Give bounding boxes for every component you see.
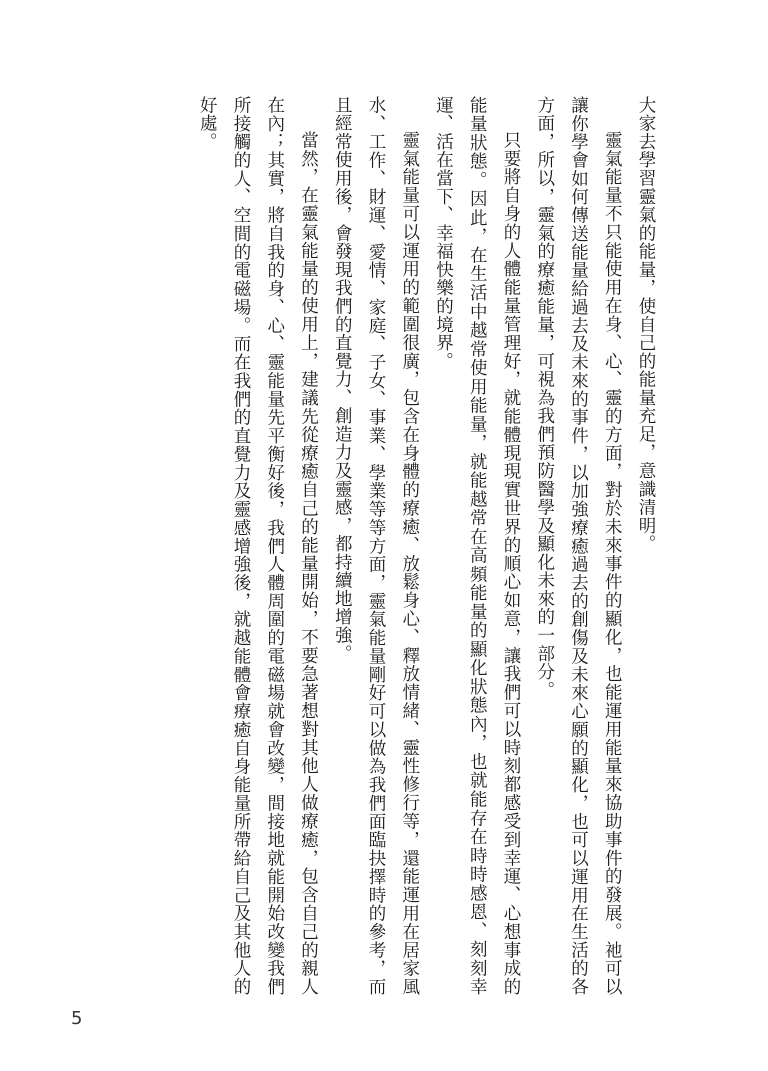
paragraph-3: 只要將自身的人體能量管理好，就能體現現實世界的順心如意，讓我們可以時刻都感受到幸運、心想事成的能量狀態。因此，在生活中越常使用能量，就能越常在高頻能量的顯化狀態內，也就能存在時時感恩、刻刻幸運、活在當下、幸福快樂的境界。 (433, 96, 521, 996)
vertical-text-body (102, 96, 662, 996)
paragraph-1: 大家去學習靈氣的能量，使自己的能量充足，意識清明。 (636, 96, 656, 553)
paragraph-4: 靈氣能量可以運用的範圍很廣，包含在身體的療癒、放鬆身心、釋放情緒、靈性修行等，還能運用在居家風水、工作、財運、愛情、家庭、子女、事業、學業等等方面，靈氣能量剛好可以做為我們面臨抉擇時的參考，而且經常使用後，會發現我們的直覺力、創造力及靈感，都持續地增強。 (332, 96, 420, 996)
paragraph-5: 當然，在靈氣能量的使用上，建議先從療癒自己的能量開始，不要急著想對其他人做療癒，包含自己的親人在內；其實，將自我的身、心、靈能量先平衡好後，我們人體周圍的電磁場就會改變，間接地就能開始改變我們所接觸的人、空間的電磁場。而在我們的直覺力及靈感增強後，就越能體會療癒自身能量所帶給自己及其他人的好處。 (197, 96, 319, 996)
paragraph-2: 靈氣能量不只能使用在身、心、靈的方面，對於未來事件的顯化，也能運用能量來協助事件的發展。祂可以讓你學會如何傳送能量給過去及未來的事件，以加強療癒過去的創傷及未來心願的顯化，也可以運用在生活的各方面，所以，靈氣的療癒能量，可視為我們預防醫學及顯化未來的一部分。 (534, 96, 623, 996)
page-number: 5 (71, 1008, 83, 1029)
